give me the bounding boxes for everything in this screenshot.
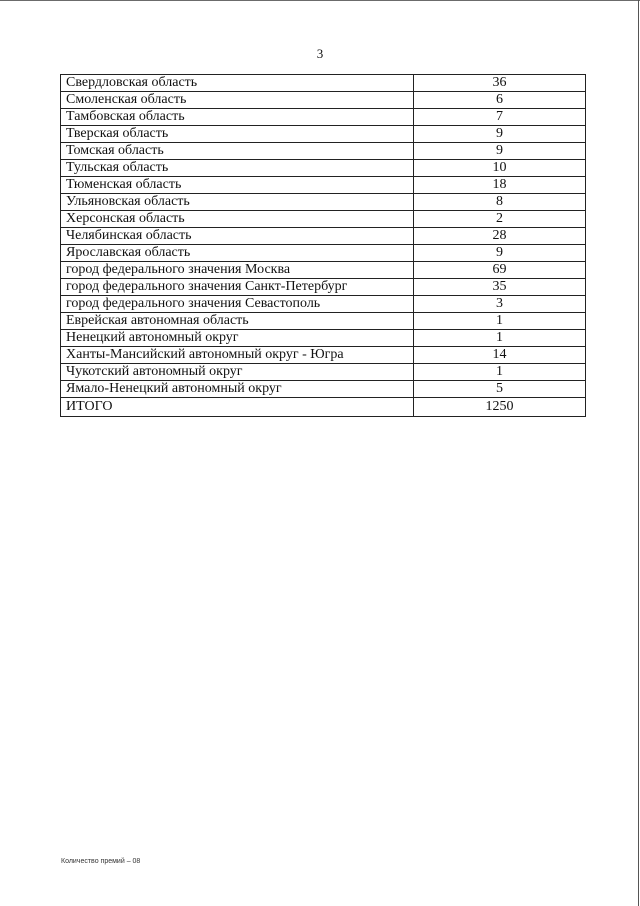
table-row: [61, 296, 586, 313]
prize-count-cell: 2: [414, 211, 586, 228]
region-name-cell: Тамбовская область: [61, 109, 414, 126]
table-row: [61, 160, 586, 177]
table-row: [61, 313, 586, 330]
prize-count-cell: 7: [414, 109, 586, 126]
table-row: [61, 211, 586, 228]
region-name-cell: Смоленская область: [61, 92, 414, 109]
region-name-cell: город федерального значения Москва: [61, 262, 414, 279]
prize-count-cell: 36: [414, 75, 586, 92]
region-name-cell: Томская область: [61, 143, 414, 160]
prize-count-cell: 9: [414, 143, 586, 160]
table-row: [61, 262, 586, 279]
page-number: 3: [316, 46, 324, 61]
table-row: [61, 109, 586, 126]
region-name-cell: Ямало-Ненецкий автономный округ: [61, 381, 414, 398]
table-row: [61, 126, 586, 143]
table-row: [61, 228, 586, 245]
region-name-cell: Ненецкий автономный округ: [61, 330, 414, 347]
table-row: [61, 143, 586, 160]
prize-count-cell: 35: [414, 279, 586, 296]
region-name-cell: город федерального значения Севастополь: [61, 296, 414, 313]
prize-count-cell: 28: [414, 228, 586, 245]
prize-count-cell: 69: [414, 262, 586, 279]
table-row: [61, 381, 586, 398]
total-label: ИТОГО: [61, 398, 414, 417]
region-name-cell: Тюменская область: [61, 177, 414, 194]
prize-count-cell: 6: [414, 92, 586, 109]
regions-table: [60, 74, 586, 417]
total-row: [61, 398, 586, 417]
region-name-cell: Херсонская область: [61, 211, 414, 228]
regions-table-body: [61, 75, 586, 417]
prize-count-cell: 1: [414, 313, 586, 330]
table-row: [61, 75, 586, 92]
table-row: [61, 330, 586, 347]
table-row: [61, 364, 586, 381]
prize-count-cell: 1: [414, 364, 586, 381]
prize-count-cell: 1: [414, 330, 586, 347]
region-name-cell: Тверская область: [61, 126, 414, 143]
region-name-cell: Ярославская область: [61, 245, 414, 262]
region-name-cell: Ханты-Мансийский автономный округ - Югра: [61, 347, 414, 364]
scan-border-top: [0, 0, 640, 1]
prize-count-cell: 5: [414, 381, 586, 398]
prize-count-cell: 9: [414, 245, 586, 262]
table-row: [61, 92, 586, 109]
region-name-cell: Ульяновская область: [61, 194, 414, 211]
table-row: [61, 177, 586, 194]
region-name-cell: Свердловская область: [61, 75, 414, 92]
region-name-cell: Тульская область: [61, 160, 414, 177]
table-row: [61, 347, 586, 364]
footer-note: Количество премий – 08: [61, 858, 141, 865]
region-name-cell: город федерального значения Санкт-Петербург: [61, 279, 414, 296]
table-row: [61, 279, 586, 296]
table-row: [61, 194, 586, 211]
prize-count-cell: 8: [414, 194, 586, 211]
prize-count-cell: 9: [414, 126, 586, 143]
region-name-cell: Чукотский автономный округ: [61, 364, 414, 381]
prize-count-cell: 18: [414, 177, 586, 194]
prize-count-cell: 3: [414, 296, 586, 313]
prize-count-cell: 10: [414, 160, 586, 177]
region-name-cell: Еврейская автономная область: [61, 313, 414, 330]
prize-count-cell: 14: [414, 347, 586, 364]
region-name-cell: Челябинская область: [61, 228, 414, 245]
table-row: [61, 245, 586, 262]
total-count: 1250: [414, 398, 586, 417]
scan-border-right: [638, 0, 639, 906]
